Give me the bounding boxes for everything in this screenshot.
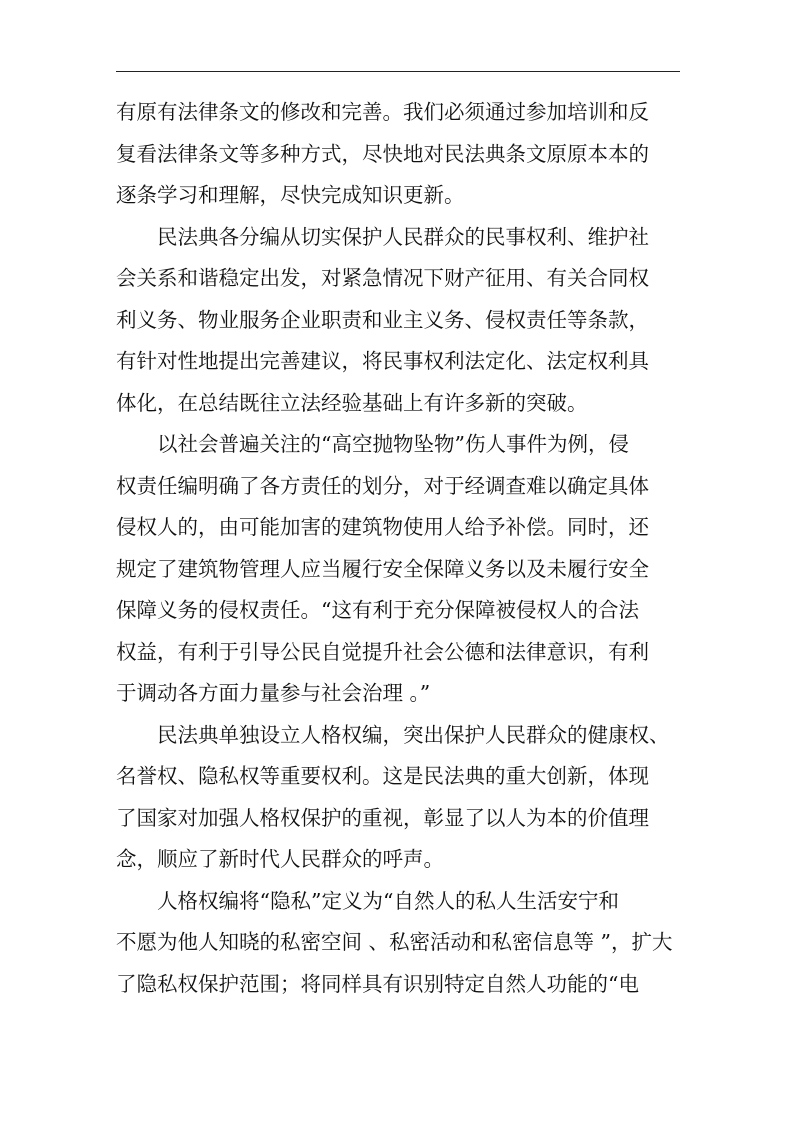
text-line: 逐条学习和理解，尽快完成知识更新。 [116,183,465,207]
text-line: 人格权编将“隐私”定义为“自然人的私人生活安宁和 [116,888,619,913]
text-line: 不愿为他人知晓的私密空间 、私密活动和私密信息等 ”，扩大 [116,930,673,954]
text-line: 有针对性地提出完善建议，将民事权利法定化、法定权利具 [116,349,649,373]
header-rule [116,71,680,72]
text-line: 利义务、物业服务企业职责和业主义务、侵权责任等条款， [116,307,649,332]
text-line: 以社会普遍关注的“高空抛物坠物”伤人事件为例，侵 [116,432,629,456]
text-line: 侵权人的，由可能加害的建筑物使用人给予补偿。同时，还 [116,515,649,539]
text-line: 保障义务的侵权责任。“这有利于充分保障被侵权人的合法 [116,598,639,622]
paragraph [116,715,680,881]
text-line: 权益，有利于引导公民自觉提升社会公德和法律意识，有利 [116,639,649,664]
document-body [116,92,680,1005]
paragraph [116,424,680,715]
text-line: 民法典单独设立人格权编，突出保护人民群众的健康权、 [116,722,670,747]
text-line: 复看法律条文等多种方式，尽快地对民法典条文原原本本的 [116,141,649,166]
text-line: 名誉权、隐私权等重要权利。这是民法典的重大创新，体现 [116,764,649,788]
text-line: 有原有法律条文的修改和完善。我们必须通过参加培训和反 [116,100,649,124]
paragraph [116,881,680,1006]
paragraph [116,92,680,217]
paragraph [116,217,680,425]
text-line: 了隐私权保护范围；将同样具有识别特定自然人功能的“电 [116,971,639,996]
text-line: 于调动各方面力量参与社会治理 。” [116,681,431,705]
text-line: 权责任编明确了各方责任的划分，对于经调查难以确定具体 [116,473,649,498]
text-line: 念，顺应了新时代人民群众的呼声。 [116,847,444,871]
text-line: 民法典各分编从切实保护人民群众的民事权利、维护社 [116,224,649,249]
text-line: 规定了建筑物管理人应当履行安全保障义务以及未履行安全 [116,556,649,581]
text-line: 会关系和谐稳定出发，对紧急情况下财产征用、有关合同权 [116,266,649,290]
text-line: 了国家对加强人格权保护的重视，彰显了以人为本的价值理 [116,805,649,830]
text-line: 体化，在总结既往立法经验基础上有许多新的突破。 [116,390,588,415]
